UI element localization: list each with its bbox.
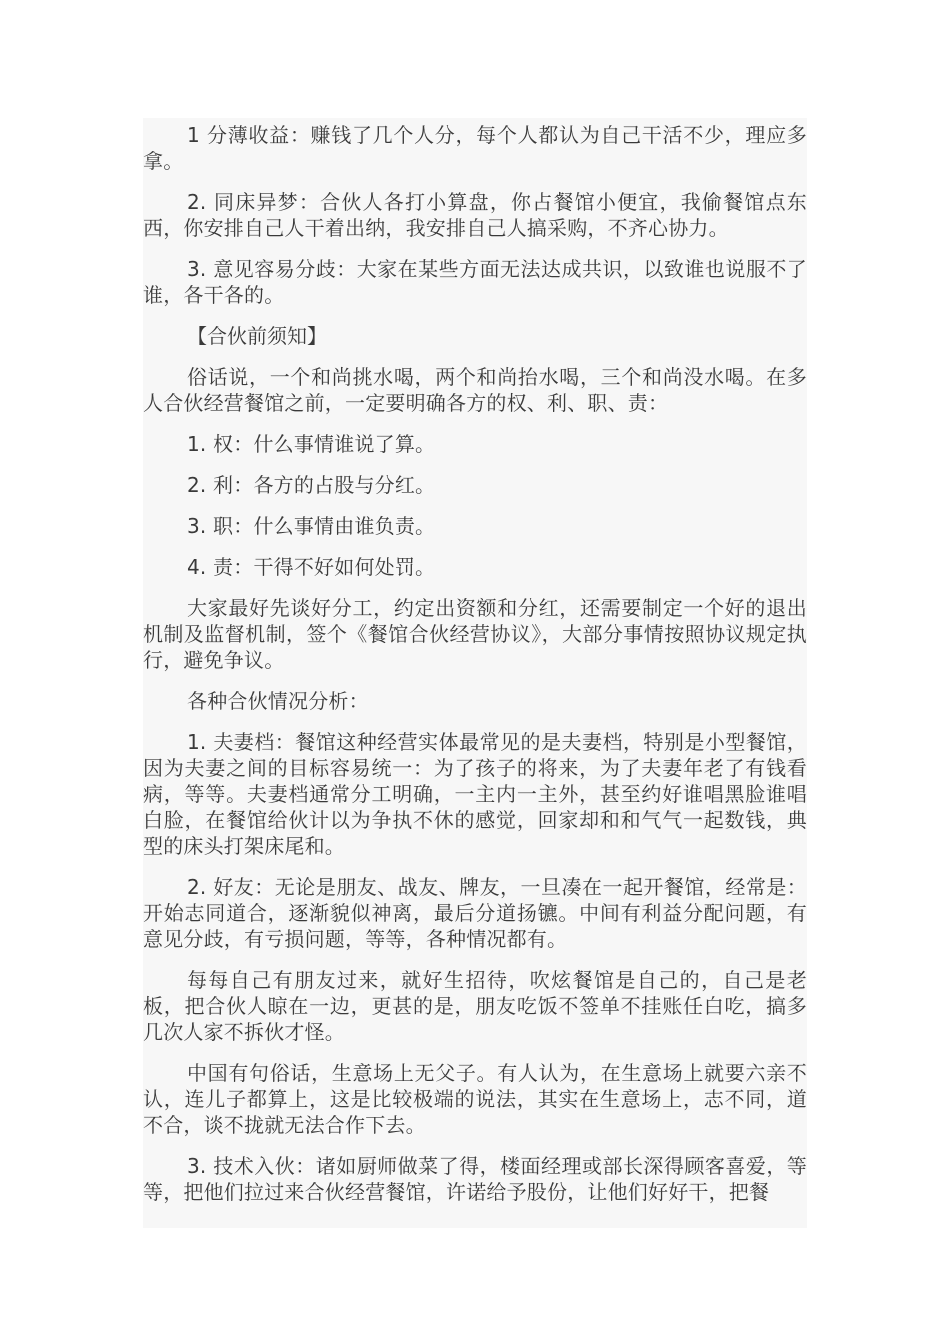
- paragraph-11: 3. 技术入伙：诸如厨师做菜了得，楼面经理或部长深得顾客喜爱，等等，把他们拉过来合伙经营餐馆，许诺给予股份，让他们好好干，把餐: [143, 1154, 807, 1204]
- paragraph-1: 1 分薄收益：赚钱了几个人分，每个人都认为自己干活不少，理应多拿。: [143, 123, 807, 173]
- list-item-ze: 4. 责：干得不好如何处罚。: [187, 555, 436, 579]
- list-item-li: 2. 利：各方的占股与分红。: [187, 473, 436, 497]
- paragraph-4: 俗话说，一个和尚挑水喝，两个和尚抬水喝，三个和尚没水喝。在多人合伙经营餐馆之前，一定要明确各方的权、利、职、责：: [143, 365, 807, 415]
- paragraph-7: 1. 夫妻档：餐馆这种经营实体最常见的是夫妻档，特别是小型餐馆，因为夫妻之间的目标容易统一：为了孩子的将来，为了夫妻年老了有钱看病，等等。夫妻档通常分工明确，一主内一主外，甚至约好谁唱黑脸谁唱白脸，在餐馆给伙计以为争执不休的感觉，回家却和和气气一起数钱，典型的床头打架床尾和。: [143, 730, 807, 858]
- paragraph-10: 中国有句俗话，生意场上无父子。有人认为，在生意场上就要六亲不认，连儿子都算上，这是比较极端的说法，其实在生意场上，志不同，道不合，谈不拢就无法合作下去。: [143, 1061, 807, 1137]
- paragraph-2: 2. 同床异梦：合伙人各打小算盘，你占餐馆小便宜，我偷餐馆点东西，你安排自己人干着出纳，我安排自己人搞采购，不齐心协力。: [143, 190, 807, 240]
- paragraph-6: 各种合伙情况分析：: [187, 689, 369, 713]
- list-item-quan: 1. 权：什么事情谁说了算。: [187, 432, 436, 456]
- document-body: [143, 122, 807, 1220]
- paragraph-8: 2. 好友：无论是朋友、战友、牌友，一旦凑在一起开餐馆，经常是：开始志同道合，逐渐貌似神离，最后分道扬镳。中间有利益分配问题，有意见分歧，有亏损问题，等等，各种情况都有。: [143, 875, 807, 951]
- list-item-zhi: 3. 职：什么事情由谁负责。: [187, 514, 436, 538]
- section-heading: 【合伙前须知】: [187, 324, 327, 348]
- paragraph-5: 大家最好先谈好分工，约定出资额和分红，还需要制定一个好的退出机制及监督机制，签个《餐馆合伙经营协议》，大部分事情按照协议规定执行，避免争议。: [143, 596, 807, 672]
- paragraph-3: 3. 意见容易分歧：大家在某些方面无法达成共识，以致谁也说服不了谁，各干各的。: [143, 257, 807, 307]
- paragraph-9: 每每自己有朋友过来，就好生招待，吹炫餐馆是自己的，自己是老板，把合伙人晾在一边，更甚的是，朋友吃饭不签单不挂账任白吃，搞多几次人家不拆伙才怪。: [143, 968, 807, 1044]
